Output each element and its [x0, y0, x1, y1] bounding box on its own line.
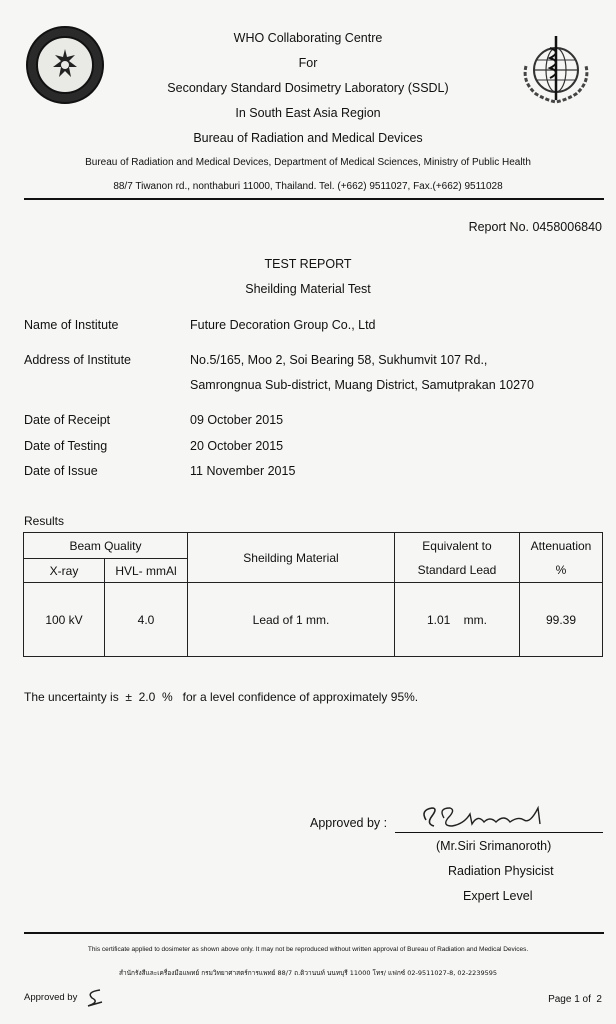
- header-line-7: 88/7 Tiwanon rd., nonthaburi 11000, Thailand. Tel. (+662) 9511027, Fax.(+662) 9511028: [113, 181, 503, 192]
- header-line-2: For: [298, 56, 318, 70]
- col-xray: X-ray: [24, 559, 105, 583]
- col-attenuation-line1: Attenuation: [520, 533, 603, 559]
- results-heading: Results: [24, 514, 65, 528]
- approved-by-label: Approved by :: [310, 816, 388, 830]
- report-subtitle: Sheilding Material Test: [245, 282, 371, 296]
- header-divider: [24, 198, 604, 200]
- col-material: Sheilding Material: [188, 533, 395, 583]
- receipt-label: Date of Receipt: [24, 413, 111, 427]
- name-value: Future Decoration Group Co., Ltd: [190, 318, 376, 332]
- cell-attenuation: 99.39: [520, 583, 603, 657]
- cell-equivalent: 1.01 mm.: [395, 583, 520, 657]
- address-line-2: Samrongnua Sub-district, Muang District, Samutprakan 10270: [190, 378, 534, 392]
- issue-label: Date of Issue: [24, 464, 98, 478]
- footer-divider: [24, 932, 604, 934]
- footer-approved-by: Approved by: [24, 992, 78, 1003]
- header-line-5: Bureau of Radiation and Medical Devices: [193, 131, 423, 145]
- testing-label: Date of Testing: [24, 439, 108, 453]
- col-equivalent-line1: Equivalent to: [395, 533, 520, 559]
- header-line-6: Bureau of Radiation and Medical Devices, Department of Medical Sciences, Ministry of Public Health: [85, 157, 531, 168]
- header-line-1: WHO Collaborating Centre: [233, 31, 383, 45]
- col-attenuation-line2: %: [520, 559, 603, 583]
- approver-role-1: Radiation Physicist: [448, 864, 554, 878]
- approver-role-2: Expert Level: [463, 889, 533, 903]
- name-label: Name of Institute: [24, 318, 119, 332]
- issue-value: 11 November 2015: [190, 464, 296, 478]
- col-beam-quality: Beam Quality: [24, 533, 188, 559]
- results-table: [23, 532, 603, 657]
- initials-signature: [82, 986, 106, 1015]
- address-line-1: No.5/165, Moo 2, Soi Bearing 58, Sukhumvit 107 Rd.,: [190, 353, 488, 367]
- col-equivalent-line2: Standard Lead: [395, 559, 520, 583]
- signature: [418, 800, 568, 834]
- approver-name: (Mr.Siri Srimanoroth): [436, 839, 552, 853]
- col-hvl: HVL- mmAl: [105, 559, 188, 583]
- uncertainty-statement: The uncertainty is ± 2.0 % for a level confidence of approximately 95%.: [24, 690, 419, 704]
- footer-disclaimer: This certificate applied to dosimeter as shown above only. It may not be reproduced without written approval of Bureau of Radiation and Medical Devices.: [87, 946, 529, 953]
- header-line-3: Secondary Standard Dosimetry Laboratory (SSDL): [167, 81, 449, 95]
- cell-hvl: 4.0: [105, 583, 188, 657]
- table-row: [24, 583, 603, 657]
- header-line-4: In South East Asia Region: [235, 106, 381, 120]
- report-number: Report No. 0458006840: [468, 220, 602, 234]
- footer-thai-address: สำนักรังสีและเครื่องมือแพทย์ กรมวิทยาศาสตร์การแพทย์ 88/7 ถ.ติวานนท์ นนทบุรี 11000 โทร/ แฟกซ์ 02-9511027-8, 02-2239595: [118, 969, 497, 977]
- cell-xray: 100 kV: [24, 583, 105, 657]
- receipt-value: 09 October 2015: [190, 413, 284, 427]
- page-number: Page 1 of 2: [548, 994, 602, 1005]
- testing-value: 20 October 2015: [190, 439, 284, 453]
- signature-line: [395, 832, 603, 833]
- address-label: Address of Institute: [24, 353, 132, 367]
- cell-material: Lead of 1 mm.: [188, 583, 395, 657]
- report-title: TEST REPORT: [264, 257, 352, 271]
